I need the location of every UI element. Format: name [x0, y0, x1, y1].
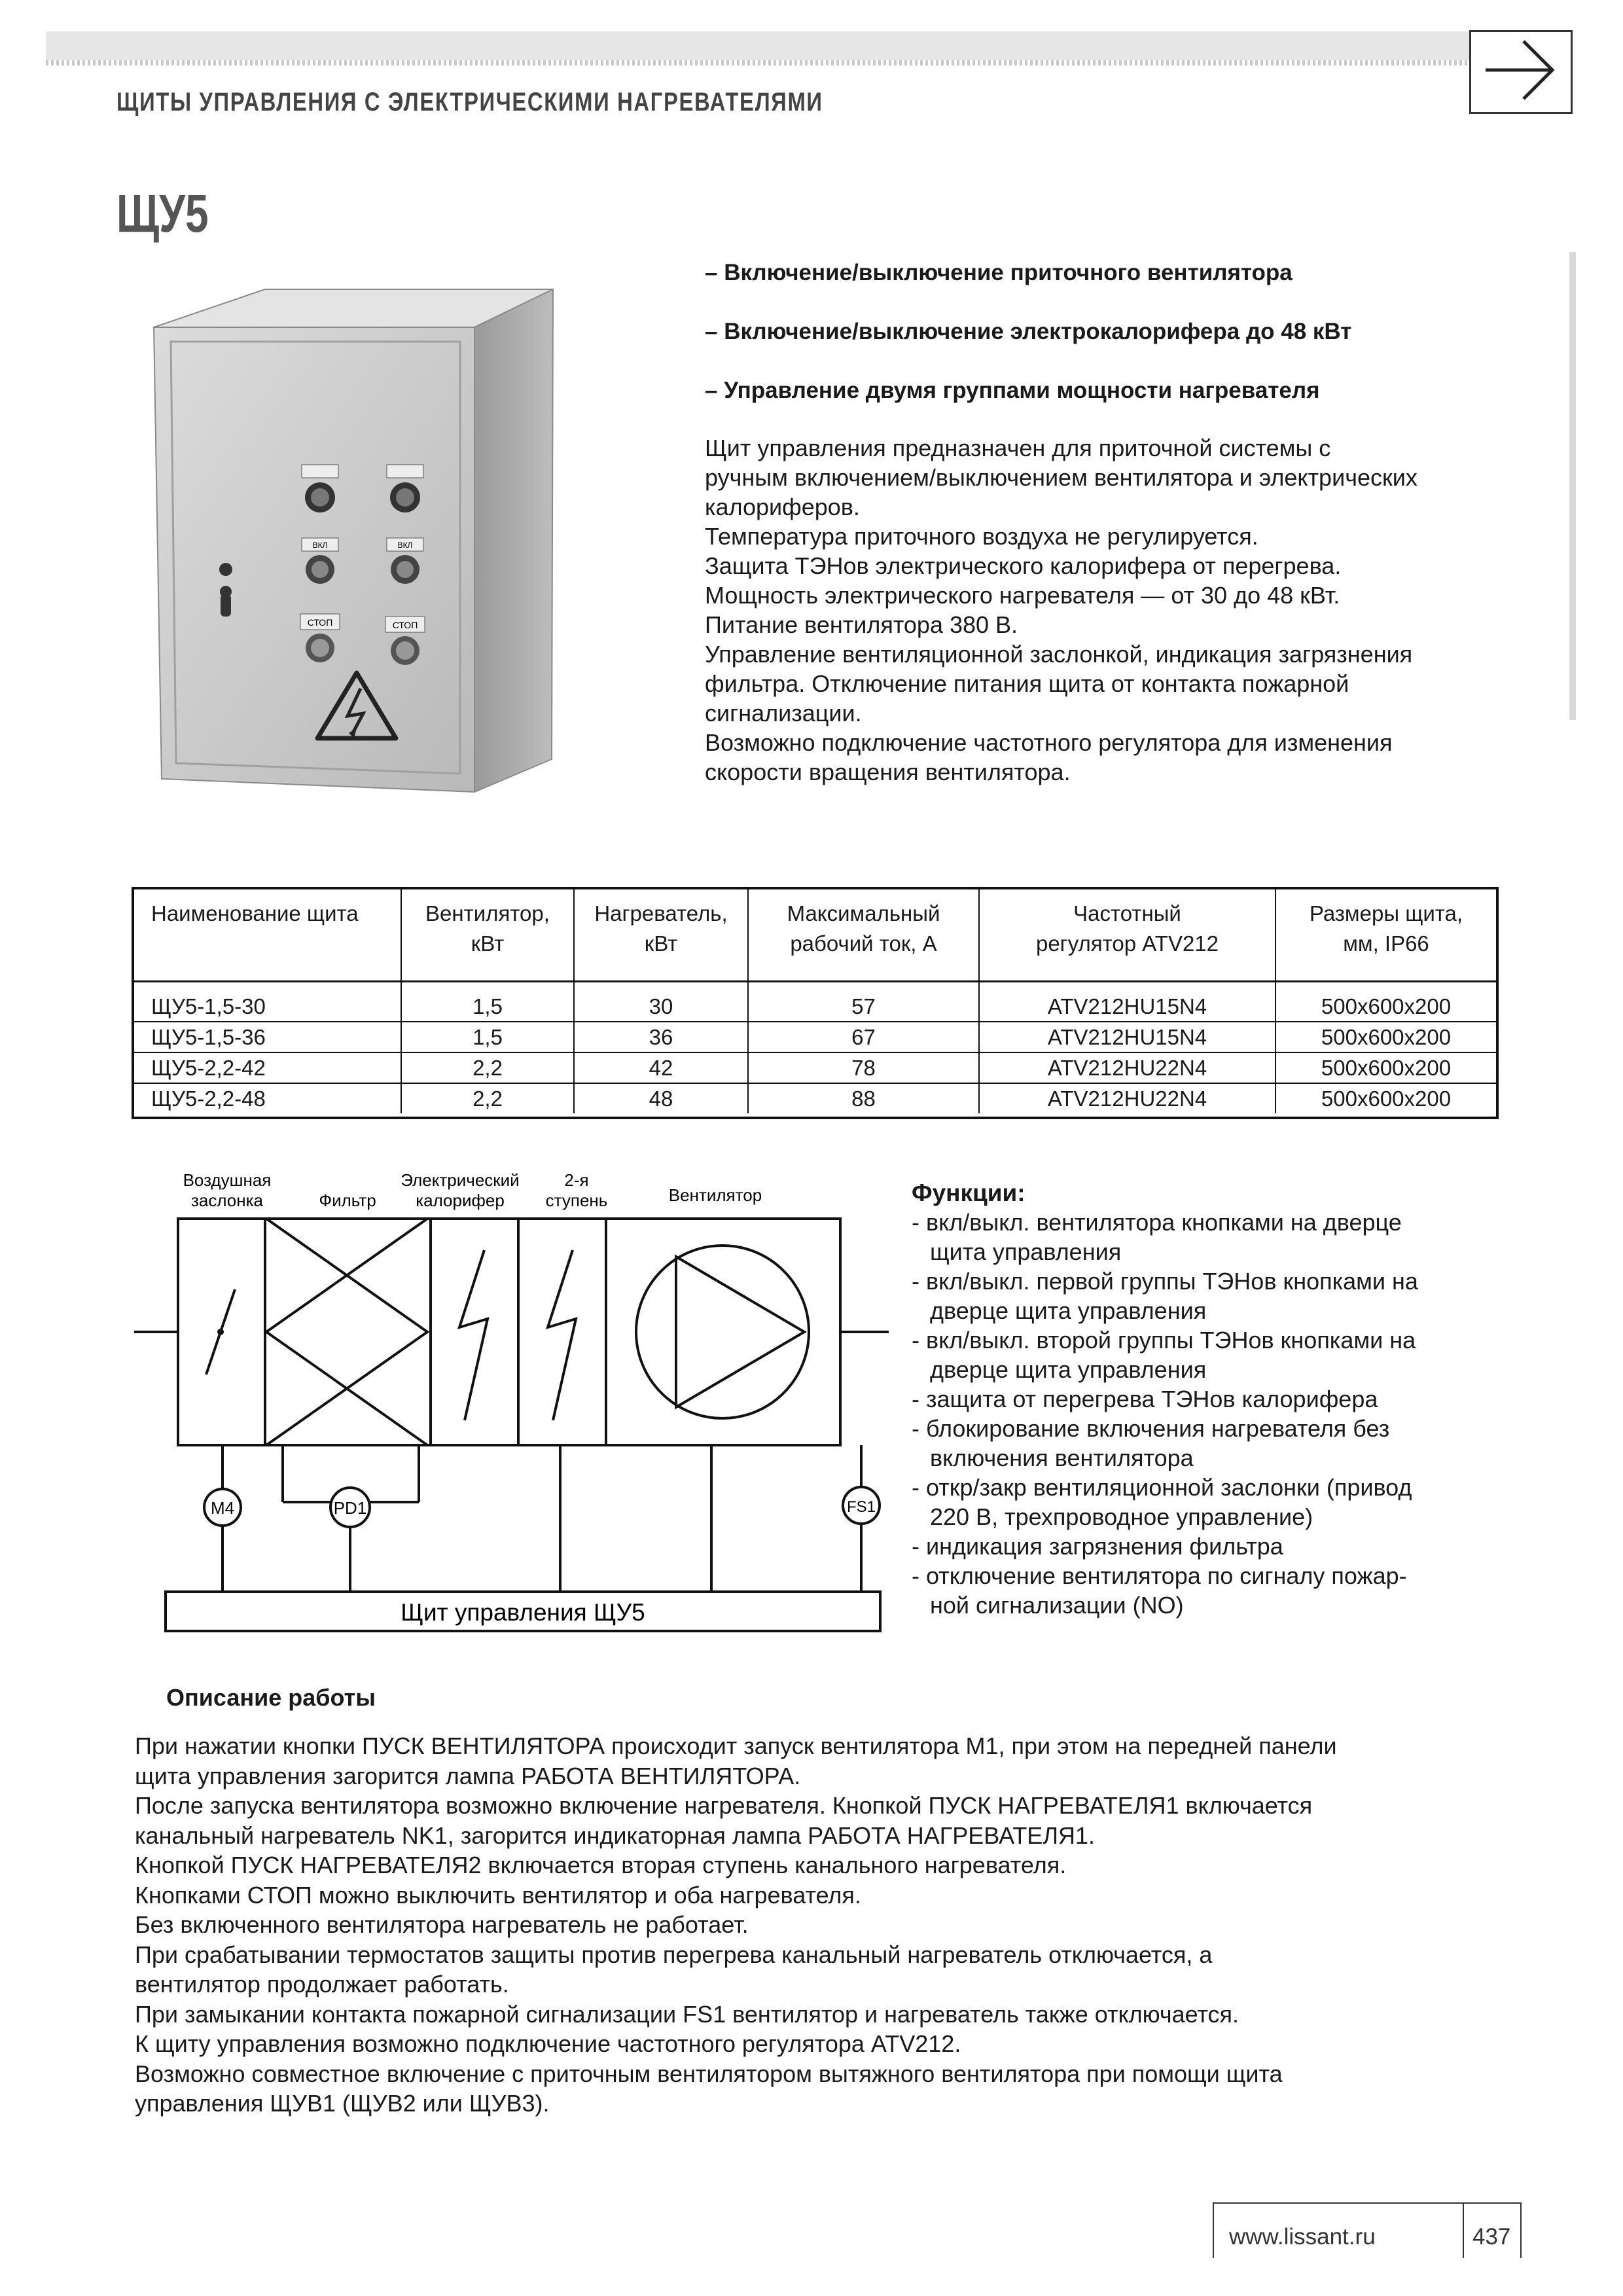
table-cell: ATV212HU15N4: [979, 981, 1275, 1022]
table-cell: 57: [748, 981, 979, 1022]
operation-line: канальный нагреватель NK1, загорится индикаторная лампа РАБОТА НАГРЕВАТЕЛЯ1.: [135, 1821, 1095, 1849]
start-button-1-label: ВКЛ: [312, 541, 328, 550]
intro-line: ручным включением/выключением вентилятора и электрических: [705, 464, 1418, 491]
table-cell: 500x600x200: [1275, 981, 1496, 1022]
table-cell: 78: [748, 1052, 979, 1083]
intro-line: Щит управления предназначен для приточной системы с: [705, 435, 1331, 461]
cabinet-photo: [147, 281, 566, 798]
function-item: - вкл/выкл. первой группы ТЭНов кнопками на: [912, 1268, 1418, 1295]
operation-line: При замыкании контакта пожарной сигнализации FS1 вентилятор и нагреватель также отключается.: [135, 2000, 1240, 2028]
operation-line: После запуска вентилятора возможно включение нагревателя. Кнопкой ПУСК НАГРЕВАТЕЛЯ1 включается: [135, 1792, 1313, 1819]
intro-line: Возможно подключение частотного регулятора для изменения: [705, 729, 1393, 756]
table-cell: 500x600x200: [1321, 1086, 1452, 1111]
header-dotted-rule: [46, 60, 1476, 65]
damper-label: заслонка: [190, 1191, 264, 1210]
header-bar: [46, 31, 1476, 60]
section-title: ЩИТЫ УПРАВЛЕНИЯ С ЭЛЕКТРИЧЕСКИМИ НАГРЕВАТЕЛЯМИ: [116, 88, 823, 117]
table-header-cell: Вентилятор, кВт: [401, 889, 574, 981]
intro-line: Защита ТЭНов электрического калорифера от перегрева.: [705, 552, 1342, 579]
functions-list: [912, 1178, 1533, 1620]
table-header-cell: Частотный регулятор ATV212: [979, 889, 1275, 981]
operation-line: К щиту управления возможно подключение частотного регулятора ATV212.: [135, 2030, 961, 2057]
table-cell: 2,2: [401, 1083, 574, 1113]
spec-table: [132, 887, 1499, 1119]
start-button-2-label: ВКЛ: [397, 541, 413, 550]
intro-line: Мощность электрического нагревателя — от 30 до 48 кВт.: [705, 582, 1340, 609]
table-row: [134, 1052, 1496, 1083]
function-item: дверце щита управления: [930, 1356, 1207, 1383]
heater-icon: [459, 1250, 488, 1420]
filter-label: Фильтр: [319, 1191, 376, 1210]
table-header-cell: Нагреватель, кВт: [574, 889, 748, 981]
function-item: - отключение вентилятора по сигналу пожар-: [912, 1562, 1407, 1589]
table-cell: 1,5: [401, 981, 574, 1022]
table-cell: ЩУ5-1,5-36: [134, 1022, 401, 1052]
table-cell: 2,2: [401, 1052, 574, 1083]
table-header-row: [134, 889, 1496, 981]
intro-text: [705, 433, 1569, 787]
feature-item: – Включение/выключение приточного вентилятора: [705, 260, 1293, 285]
intro-line: сигнализации.: [705, 700, 862, 726]
heater-stage2-icon: [548, 1250, 576, 1420]
table-cell: 48: [574, 1083, 748, 1113]
svg-text:FS1: FS1: [846, 1498, 876, 1516]
table-row: [134, 1083, 1496, 1113]
damper-label: Воздушная: [183, 1170, 272, 1190]
filter-icon: [266, 1219, 427, 1445]
table-header-cell: Наименование щита: [134, 889, 401, 981]
intro-line: фильтра. Отключение питания щита от контакта пожарной: [705, 670, 1349, 697]
operation-text: [135, 1731, 1575, 2119]
intro-line: калориферов.: [705, 493, 860, 520]
stop-button-2-label: СТОП: [392, 620, 418, 630]
table-cell: 88: [748, 1083, 979, 1113]
function-item: - вкл/выкл. второй группы ТЭНов кнопками на: [912, 1327, 1416, 1354]
table-cell: 67: [748, 1022, 979, 1052]
function-item: - откр/закр вентиляционной заслонки (привод: [912, 1474, 1412, 1501]
function-item: - защита от перегрева ТЭНов калорифера: [912, 1386, 1378, 1412]
function-item: 220 В, трехпроводное управление): [930, 1503, 1313, 1530]
feature-item: – Включение/выключение электрокалорифера до 48 кВт: [705, 319, 1352, 344]
function-item: включения вентилятора: [930, 1444, 1194, 1471]
air-handling-unit: [178, 1219, 840, 1445]
table-cell: ATV212HU22N4: [979, 1083, 1275, 1113]
table-cell: 42: [574, 1052, 748, 1083]
operation-line: При срабатывании термостатов защиты против перегрева канальный нагреватель отключается, а: [135, 1941, 1213, 1968]
pd1-node: [330, 1488, 370, 1527]
function-item: - блокирование включения нагревателя без: [912, 1415, 1390, 1442]
table-header-cell: Размеры щита, мм, IP66: [1275, 889, 1496, 981]
svg-text:M4: M4: [210, 1498, 235, 1518]
intro-line: Температура приточного воздуха не регулируется.: [705, 523, 1258, 550]
operation-heading: Описание работы: [166, 1684, 376, 1711]
operation-line: Кнопками СТОП можно выключить вентилятор и оба нагревателя.: [135, 1881, 861, 1909]
function-item: щита управления: [930, 1238, 1122, 1265]
function-item: - индикация загрязнения фильтра: [912, 1533, 1283, 1560]
table-cell: 36: [574, 1022, 748, 1052]
product-title: ЩУ5: [116, 184, 209, 243]
table-row: [134, 981, 1496, 1022]
table-cell: 500x600x200: [1275, 1022, 1496, 1052]
arrow-right-icon: [1471, 32, 1571, 112]
function-item: - вкл/выкл. вентилятора кнопками на дверце: [912, 1209, 1402, 1236]
functions-title: Функции:: [912, 1179, 1026, 1206]
table-cell: 1,5: [401, 1022, 574, 1052]
table-cell: ЩУ5-1,5-30: [134, 981, 401, 1022]
control-panel-label: Щит управления ЩУ5: [401, 1599, 645, 1626]
footer-url-link[interactable]: www.lissant.ru: [1229, 2224, 1376, 2250]
feature-item: – Управление двумя группами мощности нагревателя: [705, 378, 1320, 403]
stop-button-1-label: СТОП: [307, 617, 333, 628]
m4-node: [204, 1489, 241, 1526]
side-accent-bar: [1569, 252, 1576, 720]
intro-line: Управление вентиляционной заслонкой, индикация загрязнения: [705, 641, 1413, 668]
operation-line: вентилятор продолжает работать.: [135, 1971, 509, 1998]
table-cell: ATV212HU22N4: [979, 1052, 1275, 1083]
intro-line: Питание вентилятора 380 В.: [705, 611, 1018, 638]
svg-text:PD1: PD1: [333, 1498, 367, 1518]
ventilation-diagram: [128, 1158, 900, 1643]
operation-line: При нажатии кнопки ПУСК ВЕНТИЛЯТОРА происходит запуск вентилятора М1, при этом на передней панели: [135, 1732, 1337, 1759]
table-cell: 30: [574, 981, 748, 1022]
next-page-button[interactable]: [1469, 30, 1573, 114]
heater-label: Электрический: [401, 1170, 520, 1190]
fan-label: Вентилятор: [668, 1185, 762, 1205]
table-cell: ЩУ5-2,2-48: [134, 1083, 401, 1113]
stage-label: 2-я: [564, 1170, 589, 1190]
operation-line: Кнопкой ПУСК НАГРЕВАТЕЛЯ2 включается вторая ступень канального нагревателя.: [135, 1852, 1067, 1878]
operation-line: щита управления загорится лампа РАБОТА ВЕНТИЛЯТОРА.: [135, 1762, 801, 1789]
table-cell: ATV212HU15N4: [979, 1022, 1275, 1052]
stage-label: ступень: [545, 1191, 608, 1210]
operation-line: Без включенного вентилятора нагреватель не работает.: [135, 1911, 749, 1938]
function-item: ной сигнализации (NO): [930, 1592, 1184, 1619]
intro-line: скорости вращения вентилятора.: [705, 759, 1071, 785]
table-cell: ЩУ5-2,2-42: [134, 1052, 401, 1083]
operation-line: управления ЩУВ1 (ЩУВ2 или ЩУВ3).: [135, 2090, 550, 2117]
operation-line: Возможно совместное включение с приточным вентилятором вытяжного вентилятора при помощи щита: [135, 2060, 1283, 2087]
function-item: дверце щита управления: [930, 1297, 1207, 1324]
fan-icon: [636, 1246, 809, 1418]
key-lock-icon: [219, 563, 232, 617]
page-number: 437: [1472, 2224, 1511, 2250]
fs1-node: [843, 1487, 880, 1524]
table-row: [134, 1022, 1496, 1052]
heater-label: калорифер: [416, 1191, 505, 1210]
table-cell: 500x600x200: [1275, 1052, 1496, 1083]
table-header-cell: Максимальный рабочий ток, А: [748, 889, 979, 981]
